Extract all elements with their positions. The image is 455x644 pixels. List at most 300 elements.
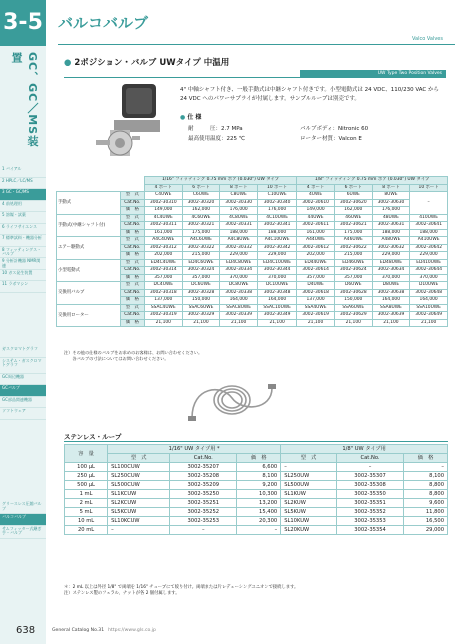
bullet-icon: ● xyxy=(180,114,188,121)
loop-cell: SL10KUW xyxy=(281,517,337,526)
table-cell: – xyxy=(410,192,448,215)
sidebar-category-list xyxy=(0,166,46,293)
row-label: Cat.No. xyxy=(120,267,144,275)
loop-divider xyxy=(64,441,448,442)
table-cell: 3002-30628 xyxy=(334,289,372,297)
sidebar-valve-item[interactable]: グリースレス圧縮バルブ xyxy=(0,501,46,514)
loop-sub-header: 型 式 xyxy=(108,454,170,463)
table-cell: 3002-30614 xyxy=(297,267,335,275)
table-cell: SSAC6UWE xyxy=(182,304,220,312)
loop-cell: 9,600 xyxy=(404,499,448,508)
table-cell: 3002-30611 xyxy=(297,222,335,230)
table-cell: 3002-30340 xyxy=(258,199,297,207)
section-title: ● 2ポジション・バルブ UWタイプ 中温用 xyxy=(64,58,230,68)
table-cell: 357,000 xyxy=(144,274,182,282)
table-cell: ED410UWE xyxy=(410,259,448,267)
loop-cell: 8,800 xyxy=(404,490,448,499)
table-header-row xyxy=(57,184,448,192)
table-cell: 3002-30329 xyxy=(182,312,220,320)
footer-url[interactable]: https://www.gls.co.jp xyxy=(108,628,156,633)
table-cell: DC6UWE xyxy=(182,282,220,290)
table-cell: 188,000 xyxy=(372,229,410,237)
table-cell: 370,000 xyxy=(220,274,258,282)
sidebar-item[interactable]: 1 バイアル xyxy=(0,166,46,178)
spec-pressure: 耐 圧：2.7 MPa xyxy=(188,126,243,132)
table-cell: 175,000 xyxy=(182,229,220,237)
loop-cell: 13,200 xyxy=(237,499,281,508)
chapter-vertical-title: GC、GC／MS装置 xyxy=(10,52,39,148)
table-cell: ED4C4UWE xyxy=(144,259,182,267)
table-cell: 162,000 xyxy=(182,207,220,215)
row-label: Cat.No. xyxy=(120,199,144,207)
table-cell: 6UWE xyxy=(334,192,372,200)
table-cell: 357,000 xyxy=(182,274,220,282)
table-cell: SSA6UWE xyxy=(334,304,372,312)
table-cell: 357,000 xyxy=(297,274,335,282)
row-label: 価 格 xyxy=(120,319,144,327)
section-divider xyxy=(64,77,446,78)
table-port-header: 10 ポート xyxy=(410,184,448,192)
loop-section-title: ステンレス・ループ xyxy=(64,433,122,441)
table-cell: 8UWE xyxy=(372,192,410,200)
loop-cell: SL100CUW xyxy=(108,463,170,472)
sidebar-item[interactable]: 4 前処理用 xyxy=(0,201,46,213)
sidebar-subitem[interactable]: ガスクロマトグラフ xyxy=(0,346,46,358)
table-cell: SSAC4UWE xyxy=(144,304,182,312)
table-cell: D10UWE xyxy=(410,282,448,290)
loop-cell: SL500UW xyxy=(281,481,337,490)
loop-cell: 15,400 xyxy=(237,508,281,517)
loop-cell: 3002-35250 xyxy=(170,490,237,499)
table-cell: 161,000 xyxy=(297,229,335,237)
table-cell: 3002-30621 xyxy=(334,222,372,230)
table-cell: 215,000 xyxy=(334,252,372,260)
table-cell: 21,100 xyxy=(144,319,182,327)
product-name: エアー駆動式 xyxy=(57,237,121,260)
table-port-header: 4 ポート xyxy=(144,184,182,192)
loop-table-notes: ＊：2 mL 以上は外径 1/8" で両端を 1/16" チューブにて絞り付け。両端または片レデューシングユニオンで接続します。 注）ステンレス製のフェラル、ナットが各 2 個付属します。 xyxy=(64,585,299,596)
table-cell: 4C8UWE xyxy=(220,214,258,222)
loop-row xyxy=(65,499,448,508)
product-name: 手動式(中継シャフト付) xyxy=(57,214,121,237)
stainless-loop-image xyxy=(182,378,282,424)
loop-cell: 3002-35207 xyxy=(170,463,237,472)
table-cell: 3002-30618 xyxy=(297,289,335,297)
table-cell: A4C4UWE xyxy=(144,237,182,245)
table-cell: 161,000 xyxy=(144,229,182,237)
sidebar-item[interactable]: 10 ガス発生装置 xyxy=(0,270,46,282)
loop-cell: SL250CUW xyxy=(108,472,170,481)
loop-row xyxy=(65,481,448,490)
table-cell: 137,000 xyxy=(297,297,335,305)
row-label: 価 格 xyxy=(120,207,144,215)
table-cell: 3002-30342 xyxy=(258,244,297,252)
loop-sub-header: 価 格 xyxy=(404,454,448,463)
table-cell: 21,100 xyxy=(334,319,372,327)
loop-cell: – xyxy=(237,526,281,535)
loop-cell: SL5KCUW xyxy=(108,508,170,517)
table-cell: 3002-30642 xyxy=(410,244,448,252)
row-label: 価 格 xyxy=(120,229,144,237)
table-cell: 3002-30610 xyxy=(297,199,335,207)
table-port-header: 6 ポート xyxy=(182,184,220,192)
table-cell: SSA4UWE xyxy=(297,304,335,312)
table-cell: 3002-30338 xyxy=(220,289,258,297)
table-cell: 176,000 xyxy=(372,207,410,215)
page-header xyxy=(46,0,455,46)
loop-sub-header: Cat.No. xyxy=(170,454,237,463)
loop-group-header: 1/8" UW タイプ用 xyxy=(281,445,448,454)
table-cell: 3002-30630 xyxy=(372,199,410,207)
sidebar-subitem[interactable]: GC周辺機器 xyxy=(0,374,46,386)
loop-cell: 3002-35252 xyxy=(170,508,237,517)
table-cell: 3002-30311 xyxy=(144,222,182,230)
table-cell: 3002-30321 xyxy=(182,222,220,230)
table-cell: 3002-30322 xyxy=(182,244,220,252)
loop-cell: 3002-35308 xyxy=(336,481,403,490)
sidebar xyxy=(0,0,46,644)
table-port-header: 8 ポート xyxy=(220,184,258,192)
sidebar-valve-item-active[interactable]: バルコバルブ xyxy=(0,514,46,526)
table-cell: 229,000 xyxy=(410,252,448,260)
valve-product-image xyxy=(92,80,170,162)
table-cell: D8UWE xyxy=(372,282,410,290)
table-cell: ED4C8UWE xyxy=(220,259,258,267)
loop-cell: – xyxy=(281,463,337,472)
table-cell: 3002-30348 xyxy=(258,289,297,297)
table-cell: 229,000 xyxy=(220,252,258,260)
sidebar-subcategory-list xyxy=(0,346,46,420)
loop-cell: 9,200 xyxy=(237,481,281,490)
loop-cell: SL1KUW xyxy=(281,490,337,499)
loop-row xyxy=(65,508,448,517)
table-row xyxy=(57,192,448,200)
table-cell: 410UWE xyxy=(410,214,448,222)
table-cell: DC10UWE xyxy=(258,282,297,290)
table-cell: ED44UWE xyxy=(297,259,335,267)
table-cell: 370,000 xyxy=(410,274,448,282)
table-cell: DC8UWE xyxy=(220,282,258,290)
valve-price-table xyxy=(56,176,448,327)
table-group-header: 1/8" フィッティング 0.75 mm ボア (0.030") UW タイプ xyxy=(297,177,448,185)
table-cell: C4UWE xyxy=(144,192,182,200)
sidebar-item[interactable]: 6 ライフサイエンス xyxy=(0,224,46,236)
loop-cell: SL5KUW xyxy=(281,508,337,517)
loop-cell: 3002-35251 xyxy=(170,499,237,508)
table-cell: 21,100 xyxy=(258,319,297,327)
table-cell: SSA8UWE xyxy=(372,304,410,312)
table-port-header: 8 ポート xyxy=(372,184,410,192)
table-cell: 3002-30638 xyxy=(372,289,410,297)
row-label: Cat.No. xyxy=(120,289,144,297)
table-cell: 3002-30319 xyxy=(144,312,182,320)
table-cell: DC4UWE xyxy=(144,282,182,290)
loop-cell: 10 mL xyxy=(65,517,108,526)
loop-cell: SL20KUW xyxy=(281,526,337,535)
row-label: 型 式 xyxy=(120,304,144,312)
table-cell: 3002-30324 xyxy=(182,267,220,275)
loop-cell: 3002-35208 xyxy=(170,472,237,481)
loop-cell: 3002-35209 xyxy=(170,481,237,490)
table-cell: 370,000 xyxy=(372,274,410,282)
product-description: 4" 中軸シャフト付き、一般手動式は中継シャフト付きです。小型電動式は 24 VDC、110/230 VAC から 24 VDC へのパワーサプライが付属します。サンプルループは別売です。 xyxy=(180,87,439,102)
sidebar-item[interactable]: 11 ラボマシン xyxy=(0,281,46,293)
loop-cell: 3002-35353 xyxy=(336,517,403,526)
table-cell: 137,000 xyxy=(144,297,182,305)
loop-header-row xyxy=(65,445,448,454)
table-cell: 149,000 xyxy=(144,207,182,215)
table-cell: SSAC8UWE xyxy=(220,304,258,312)
table-row xyxy=(57,259,448,267)
table-cell: 164,000 xyxy=(410,297,448,305)
table-cell: C6UWE xyxy=(182,192,220,200)
page-footer xyxy=(0,615,455,644)
table-cell: C10UWE xyxy=(258,192,297,200)
table-cell: 3002-30649 xyxy=(410,312,448,320)
table-cell: A4C8UWE xyxy=(220,237,258,245)
table-header-row xyxy=(57,177,448,185)
row-label: 型 式 xyxy=(120,282,144,290)
loop-cell: SL10KCUW xyxy=(108,517,170,526)
table-cell: 162,000 xyxy=(334,207,372,215)
sidebar-subitem-active[interactable]: GCバルブ xyxy=(0,385,46,397)
table-cell: 3002-30641 xyxy=(410,222,448,230)
page-title: バルコバルブ xyxy=(58,14,149,32)
table-row xyxy=(57,282,448,290)
loop-cell: 8,800 xyxy=(404,481,448,490)
table-cell: A44UWE xyxy=(297,237,335,245)
product-name: 小型電動式 xyxy=(57,259,121,282)
table-cell: 4C10UWE xyxy=(258,214,297,222)
table-cell: 3002-30320 xyxy=(182,199,220,207)
table-cell: 3002-30349 xyxy=(258,312,297,320)
table-port-header: 6 ポート xyxy=(334,184,372,192)
footer-catalog: General Catalog No.31 https://www.gls.co.jp xyxy=(52,628,156,633)
loop-cell: – xyxy=(108,526,170,535)
loop-cell: 3002-35352 xyxy=(336,508,403,517)
table-cell: 21,100 xyxy=(410,319,448,327)
row-label: Cat.No. xyxy=(120,244,144,252)
loop-cell: – xyxy=(404,463,448,472)
table-cell: D6UWE xyxy=(334,282,372,290)
table-cell: 229,000 xyxy=(372,252,410,260)
table-row xyxy=(57,214,448,222)
loop-row xyxy=(65,463,448,472)
loop-cell: 29,000 xyxy=(404,526,448,535)
product-name: 手動式 xyxy=(57,192,121,215)
table-cell: 4C6UWE xyxy=(182,214,220,222)
table-cell: 164,000 xyxy=(372,297,410,305)
loop-cell: 3002-35253 xyxy=(170,517,237,526)
table-cell: ED48UWE xyxy=(372,259,410,267)
table-cell: 370,000 xyxy=(258,274,297,282)
loop-cell: 2 mL xyxy=(65,499,108,508)
table-cell: 229,000 xyxy=(258,252,297,260)
table-cell: 21,100 xyxy=(220,319,258,327)
table-cell: 215,000 xyxy=(182,252,220,260)
row-label: 型 式 xyxy=(120,214,144,222)
table-cell: A4C6UWE xyxy=(182,237,220,245)
row-label: 型 式 xyxy=(120,237,144,245)
table-cell: 3002-30330 xyxy=(220,199,258,207)
sidebar-subitem[interactable]: システム・ガスクロマトグラフ xyxy=(0,358,46,374)
loop-cell: SL2KUW xyxy=(281,499,337,508)
table-cell: ED4C10UWE xyxy=(258,259,297,267)
table-cell: 3002-30331 xyxy=(220,222,258,230)
row-label: Cat.No. xyxy=(120,222,144,230)
table-row xyxy=(57,304,448,312)
table-cell: 48UWE xyxy=(372,214,410,222)
table-cell: 3002-30612 xyxy=(297,244,335,252)
loop-cell: 100 μL xyxy=(65,463,108,472)
table-cell: 202,000 xyxy=(144,252,182,260)
table-cell: 3002-30334 xyxy=(220,267,258,275)
sidebar-subitem[interactable]: ソフトウェア xyxy=(0,408,46,420)
table-cell: 3002-30619 xyxy=(297,312,335,320)
table-cell: 188,000 xyxy=(258,229,297,237)
table-cell: 3002-30644 xyxy=(410,267,448,275)
table-cell: 46UWE xyxy=(334,214,372,222)
loop-row xyxy=(65,490,448,499)
table-cell: 4UWE xyxy=(297,192,335,200)
table-cell: 357,000 xyxy=(334,274,372,282)
table-cell: 188,000 xyxy=(410,229,448,237)
table-cell: 3002-30639 xyxy=(372,312,410,320)
loop-cell: 11,800 xyxy=(404,508,448,517)
chapter-number: 3-5 xyxy=(0,0,46,46)
table-cell: 44UWE xyxy=(297,214,335,222)
sidebar-item-active[interactable]: 3 GC・GC/MS xyxy=(0,189,46,201)
loop-cell: 20,300 xyxy=(237,517,281,526)
table-cell: 150,000 xyxy=(182,297,220,305)
spec-rotor: ローター材質：Valcon E xyxy=(300,136,362,142)
table-cell: 3002-30634 xyxy=(372,267,410,275)
bullet-icon: ● xyxy=(64,58,75,68)
table-row xyxy=(57,237,448,245)
table-group-header: 1/16" フィッティング 0.75 mm ボア (0.030") UW タイプ xyxy=(144,177,296,185)
row-label: 価 格 xyxy=(120,274,144,282)
loop-sub-header: 型 式 xyxy=(281,454,337,463)
table-port-header: 4 ポート xyxy=(297,184,335,192)
spec-heading: ● 仕 様 xyxy=(180,114,202,121)
table-cell: SSA10UWE xyxy=(410,304,448,312)
table-cell: 21,100 xyxy=(182,319,220,327)
table-cell: 3002-30624 xyxy=(334,267,372,275)
spec-body: バルブボディ：Nitronic 60 xyxy=(300,126,369,132)
sidebar-item[interactable]: 9 分析計機器 NMR関連 xyxy=(0,258,46,270)
loop-cell: 3002-35354 xyxy=(336,526,403,535)
table-cell: C8UWE xyxy=(220,192,258,200)
table-cell: 164,000 xyxy=(220,297,258,305)
table-cell: 3002-30632 xyxy=(372,244,410,252)
sidebar-item[interactable]: 7 標準試料・機器分析 xyxy=(0,235,46,247)
loop-cell: – xyxy=(170,526,237,535)
loop-cell: 8,100 xyxy=(404,472,448,481)
table-cell: 176,000 xyxy=(258,207,297,215)
table-cell: 3002-30332 xyxy=(220,244,258,252)
loop-header-row xyxy=(65,454,448,463)
table-cell: 176,000 xyxy=(220,207,258,215)
loop-cell: 3002-35307 xyxy=(336,472,403,481)
sidebar-item[interactable]: 8 フィッティングス・バルブ xyxy=(0,247,46,259)
table-cell: 21,100 xyxy=(372,319,410,327)
sidebar-valve-item[interactable]: サムフィッター式継ぎ手・バルブ xyxy=(0,526,46,539)
table-cell: 164,000 xyxy=(258,297,297,305)
table-cell: A46UWE xyxy=(334,237,372,245)
page-number: 638 xyxy=(16,625,36,636)
page-subtitle: Valco Valves xyxy=(411,36,443,42)
table-cell: 3002-30629 xyxy=(334,312,372,320)
loop-cell: SL250UW xyxy=(281,472,337,481)
table-cell: 202,000 xyxy=(297,252,335,260)
table-cell: 3002-30312 xyxy=(144,244,182,252)
table-cell: 21,100 xyxy=(297,319,335,327)
product-name: 交換用ローター xyxy=(57,304,121,327)
table-cell: D4UWE xyxy=(297,282,335,290)
table-port-header: 10 ポート xyxy=(258,184,297,192)
loop-cell: 6,600 xyxy=(237,463,281,472)
table-cell: 3002-30314 xyxy=(144,267,182,275)
loop-cell: 3002-35350 xyxy=(336,490,403,499)
table-cell: ED46UWE xyxy=(334,259,372,267)
table-cell: 3002-30344 xyxy=(258,267,297,275)
table-cell: 3002-30648 xyxy=(410,289,448,297)
table-cell: A410UWE xyxy=(410,237,448,245)
row-label: 価 格 xyxy=(120,252,144,260)
table-cell: ED4C6UWE xyxy=(182,259,220,267)
loop-row xyxy=(65,517,448,526)
sidebar-subitem[interactable]: GC部品関連機器 xyxy=(0,397,46,409)
table-corner xyxy=(57,184,145,192)
row-label: 型 式 xyxy=(120,259,144,267)
table-cell: 3002-30620 xyxy=(334,199,372,207)
sidebar-item[interactable]: 2 HPLC／LC/MS xyxy=(0,178,46,190)
table-cell: A48UWE xyxy=(372,237,410,245)
table-cell: 3002-30339 xyxy=(220,312,258,320)
loop-price-table xyxy=(64,444,448,535)
volume-header: 容 量 xyxy=(65,445,108,463)
row-label: 価 格 xyxy=(120,297,144,305)
loop-cell: 1 mL xyxy=(65,490,108,499)
table-cell: 3002-30631 xyxy=(372,222,410,230)
loop-cell: 500 μL xyxy=(65,481,108,490)
loop-group-header: 1/16" UW タイプ用 * xyxy=(108,445,281,454)
table-cell: 3002-30310 xyxy=(144,199,182,207)
loop-cell: 20 mL xyxy=(65,526,108,535)
loop-cell: 16,500 xyxy=(404,517,448,526)
loop-sub-header: 価 格 xyxy=(237,454,281,463)
loop-cell: – xyxy=(336,463,403,472)
loop-row xyxy=(65,526,448,535)
row-label: 型 式 xyxy=(120,192,144,200)
table-cell: 150,000 xyxy=(334,297,372,305)
loop-row xyxy=(65,472,448,481)
product-name: 交換用バルブ xyxy=(57,282,121,305)
sidebar-item[interactable]: 5 溶媒・試薬 xyxy=(0,212,46,224)
valve-table-notes: 注）その他の仕様のバルブをお求めのお客様は、お問い合わせください。 各バルブの寸法についてはお問い合わせください。 xyxy=(64,350,203,361)
loop-cell: 8,100 xyxy=(237,472,281,481)
table-corner xyxy=(57,177,145,185)
table-cell: 149,000 xyxy=(297,207,335,215)
loop-sub-header: Cat.No. xyxy=(336,454,403,463)
table-cell: 3002-30328 xyxy=(182,289,220,297)
table-cell: 175,000 xyxy=(334,229,372,237)
loop-cell: SL2KCUW xyxy=(108,499,170,508)
table-cell: 3002-30318 xyxy=(144,289,182,297)
table-cell: 3002-30622 xyxy=(334,244,372,252)
table-cell: 4C4UWE xyxy=(144,214,182,222)
section-subtitle-bar: UW Type Two Position Valves xyxy=(300,70,446,78)
